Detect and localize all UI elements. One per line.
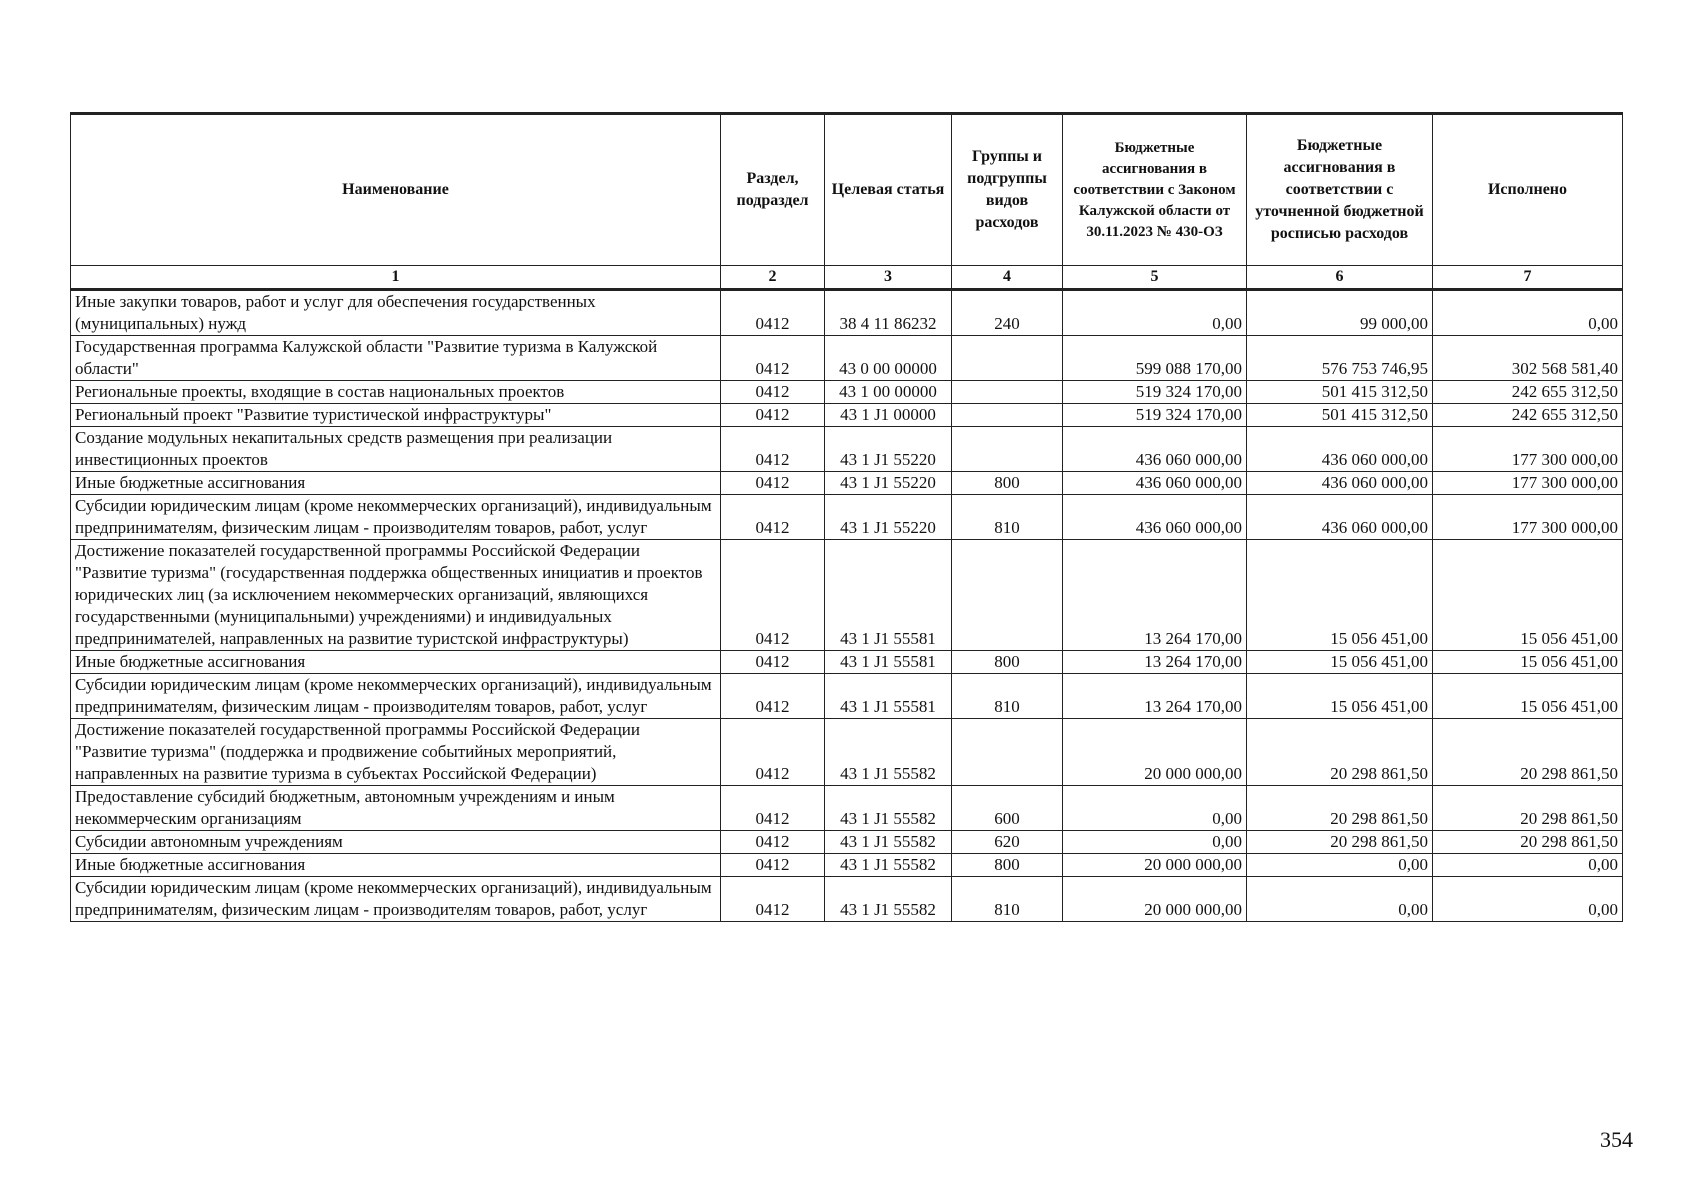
column-number: 4 xyxy=(952,266,1063,290)
row-refined: 436 060 000,00 xyxy=(1247,495,1433,540)
row-executed: 0,00 xyxy=(1433,877,1623,922)
row-group: 810 xyxy=(952,877,1063,922)
row-executed: 177 300 000,00 xyxy=(1433,427,1623,472)
row-group: 800 xyxy=(952,854,1063,877)
table-row xyxy=(71,472,1623,495)
row-law: 0,00 xyxy=(1063,831,1247,854)
table-row xyxy=(71,651,1623,674)
table-row xyxy=(71,427,1623,472)
row-law: 519 324 170,00 xyxy=(1063,381,1247,404)
row-name: Субсидии автономным учреждениям xyxy=(71,831,721,854)
row-refined: 15 056 451,00 xyxy=(1247,674,1433,719)
row-target: 43 1 J1 55220 xyxy=(825,427,952,472)
row-refined: 0,00 xyxy=(1247,877,1433,922)
row-executed: 20 298 861,50 xyxy=(1433,719,1623,786)
header-executed: Исполнено xyxy=(1433,114,1623,266)
row-refined: 99 000,00 xyxy=(1247,290,1433,336)
row-law: 13 264 170,00 xyxy=(1063,540,1247,651)
column-number: 6 xyxy=(1247,266,1433,290)
row-target: 43 1 00 00000 xyxy=(825,381,952,404)
row-group: 810 xyxy=(952,674,1063,719)
column-number: 3 xyxy=(825,266,952,290)
row-group xyxy=(952,336,1063,381)
row-law: 599 088 170,00 xyxy=(1063,336,1247,381)
row-group xyxy=(952,540,1063,651)
header-section: Раздел, подраздел xyxy=(721,114,825,266)
header-name: Наименование xyxy=(71,114,721,266)
row-name: Иные бюджетные ассигнования xyxy=(71,651,721,674)
row-refined: 436 060 000,00 xyxy=(1247,472,1433,495)
row-law: 436 060 000,00 xyxy=(1063,427,1247,472)
row-executed: 177 300 000,00 xyxy=(1433,472,1623,495)
table-row xyxy=(71,404,1623,427)
row-group: 240 xyxy=(952,290,1063,336)
table-row xyxy=(71,495,1623,540)
row-section: 0412 xyxy=(721,854,825,877)
row-group: 800 xyxy=(952,651,1063,674)
row-law: 20 000 000,00 xyxy=(1063,877,1247,922)
header-target: Целевая статья xyxy=(825,114,952,266)
row-refined: 15 056 451,00 xyxy=(1247,540,1433,651)
row-executed: 242 655 312,50 xyxy=(1433,381,1623,404)
row-section: 0412 xyxy=(721,651,825,674)
row-refined: 576 753 746,95 xyxy=(1247,336,1433,381)
row-refined: 436 060 000,00 xyxy=(1247,427,1433,472)
column-number: 7 xyxy=(1433,266,1623,290)
row-law: 0,00 xyxy=(1063,786,1247,831)
row-section: 0412 xyxy=(721,831,825,854)
table-row xyxy=(71,290,1623,336)
row-target: 43 1 J1 55582 xyxy=(825,831,952,854)
row-group xyxy=(952,381,1063,404)
row-target: 43 1 J1 55581 xyxy=(825,674,952,719)
row-section: 0412 xyxy=(721,381,825,404)
row-name: Достижение показателей государственной программы Российской Федерации "Развитие туризма" (государственная поддержка общественных инициатив и проектов юридических лиц (за исключением некоммерческих организаций, являющихся государственными (муниципальными) учреждениями) и индивидуальных предпринимателей, направленных на развитие туристской инфраструктуры) xyxy=(71,540,721,651)
row-name: Иные бюджетные ассигнования xyxy=(71,472,721,495)
row-target: 43 1 J1 00000 xyxy=(825,404,952,427)
row-law: 436 060 000,00 xyxy=(1063,495,1247,540)
row-target: 43 1 J1 55581 xyxy=(825,540,952,651)
row-section: 0412 xyxy=(721,404,825,427)
row-name: Региональные проекты, входящие в состав национальных проектов xyxy=(71,381,721,404)
row-target: 43 1 J1 55582 xyxy=(825,854,952,877)
row-executed: 15 056 451,00 xyxy=(1433,674,1623,719)
row-name: Субсидии юридическим лицам (кроме некоммерческих организаций), индивидуальным предпринимателям, физическим лицам - производителям товаров, работ, услуг xyxy=(71,674,721,719)
table-row xyxy=(71,831,1623,854)
row-target: 43 0 00 00000 xyxy=(825,336,952,381)
row-group xyxy=(952,427,1063,472)
table-row xyxy=(71,719,1623,786)
row-name: Иные бюджетные ассигнования xyxy=(71,854,721,877)
header-groups: Группы и подгруппы видов расходов xyxy=(952,114,1063,266)
header-law: Бюджетные ассигнования в соответствии с Законом Калужской области от 30.11.2023 № 430-ОЗ xyxy=(1063,114,1247,266)
row-executed: 15 056 451,00 xyxy=(1433,540,1623,651)
row-refined: 20 298 861,50 xyxy=(1247,786,1433,831)
table-row xyxy=(71,336,1623,381)
row-section: 0412 xyxy=(721,290,825,336)
row-law: 0,00 xyxy=(1063,290,1247,336)
row-section: 0412 xyxy=(721,786,825,831)
row-group: 810 xyxy=(952,495,1063,540)
row-refined: 20 298 861,50 xyxy=(1247,719,1433,786)
row-target: 38 4 11 86232 xyxy=(825,290,952,336)
column-number: 5 xyxy=(1063,266,1247,290)
row-target: 43 1 J1 55582 xyxy=(825,786,952,831)
table-row xyxy=(71,854,1623,877)
row-name: Региональный проект "Развитие туристической инфраструктуры" xyxy=(71,404,721,427)
row-name: Достижение показателей государственной программы Российской Федерации "Развитие туризма" (поддержка и продвижение событийных мероприятий, направленных на развитие туризма в субъектах Российской Федерации) xyxy=(71,719,721,786)
row-executed: 20 298 861,50 xyxy=(1433,831,1623,854)
row-target: 43 1 J1 55220 xyxy=(825,472,952,495)
row-group xyxy=(952,404,1063,427)
column-number-row xyxy=(71,266,1623,290)
row-executed: 20 298 861,50 xyxy=(1433,786,1623,831)
row-target: 43 1 J1 55582 xyxy=(825,877,952,922)
page-number: 354 xyxy=(1600,1127,1633,1152)
row-name: Субсидии юридическим лицам (кроме некоммерческих организаций), индивидуальным предпринимателям, физическим лицам - производителям товаров, работ, услуг xyxy=(71,877,721,922)
row-name: Создание модульных некапитальных средств размещения при реализации инвестиционных проектов xyxy=(71,427,721,472)
row-name: Иные закупки товаров, работ и услуг для обеспечения государственных (муниципальных) нужд xyxy=(71,290,721,336)
row-law: 13 264 170,00 xyxy=(1063,651,1247,674)
row-executed: 302 568 581,40 xyxy=(1433,336,1623,381)
header-refined: Бюджетные ассигнования в соответствии с уточненной бюджетной росписью расходов xyxy=(1247,114,1433,266)
row-name: Предоставление субсидий бюджетным, автономным учреждениям и иным некоммерческим организациям xyxy=(71,786,721,831)
table-row xyxy=(71,381,1623,404)
row-group: 600 xyxy=(952,786,1063,831)
row-law: 20 000 000,00 xyxy=(1063,854,1247,877)
row-group: 620 xyxy=(952,831,1063,854)
row-target: 43 1 J1 55220 xyxy=(825,495,952,540)
row-section: 0412 xyxy=(721,495,825,540)
header-row xyxy=(71,114,1623,266)
row-target: 43 1 J1 55582 xyxy=(825,719,952,786)
row-executed: 242 655 312,50 xyxy=(1433,404,1623,427)
row-section: 0412 xyxy=(721,427,825,472)
row-executed: 0,00 xyxy=(1433,290,1623,336)
row-refined: 0,00 xyxy=(1247,854,1433,877)
row-refined: 501 415 312,50 xyxy=(1247,381,1433,404)
row-name: Государственная программа Калужской области "Развитие туризма в Калужской области" xyxy=(71,336,721,381)
table-row xyxy=(71,877,1623,922)
row-law: 20 000 000,00 xyxy=(1063,719,1247,786)
row-executed: 177 300 000,00 xyxy=(1433,495,1623,540)
column-number: 1 xyxy=(71,266,721,290)
row-section: 0412 xyxy=(721,472,825,495)
table-row xyxy=(71,786,1623,831)
row-section: 0412 xyxy=(721,336,825,381)
row-refined: 15 056 451,00 xyxy=(1247,651,1433,674)
row-refined: 501 415 312,50 xyxy=(1247,404,1433,427)
row-executed: 15 056 451,00 xyxy=(1433,651,1623,674)
row-section: 0412 xyxy=(721,877,825,922)
row-group xyxy=(952,719,1063,786)
row-law: 436 060 000,00 xyxy=(1063,472,1247,495)
column-number: 2 xyxy=(721,266,825,290)
row-law: 13 264 170,00 xyxy=(1063,674,1247,719)
row-law: 519 324 170,00 xyxy=(1063,404,1247,427)
row-executed: 0,00 xyxy=(1433,854,1623,877)
table-row xyxy=(71,540,1623,651)
row-name: Субсидии юридическим лицам (кроме некоммерческих организаций), индивидуальным предпринимателям, физическим лицам - производителям товаров, работ, услуг xyxy=(71,495,721,540)
row-group: 800 xyxy=(952,472,1063,495)
table-row xyxy=(71,674,1623,719)
row-section: 0412 xyxy=(721,674,825,719)
budget-table xyxy=(70,112,1623,922)
row-section: 0412 xyxy=(721,719,825,786)
row-target: 43 1 J1 55581 xyxy=(825,651,952,674)
row-section: 0412 xyxy=(721,540,825,651)
row-refined: 20 298 861,50 xyxy=(1247,831,1433,854)
